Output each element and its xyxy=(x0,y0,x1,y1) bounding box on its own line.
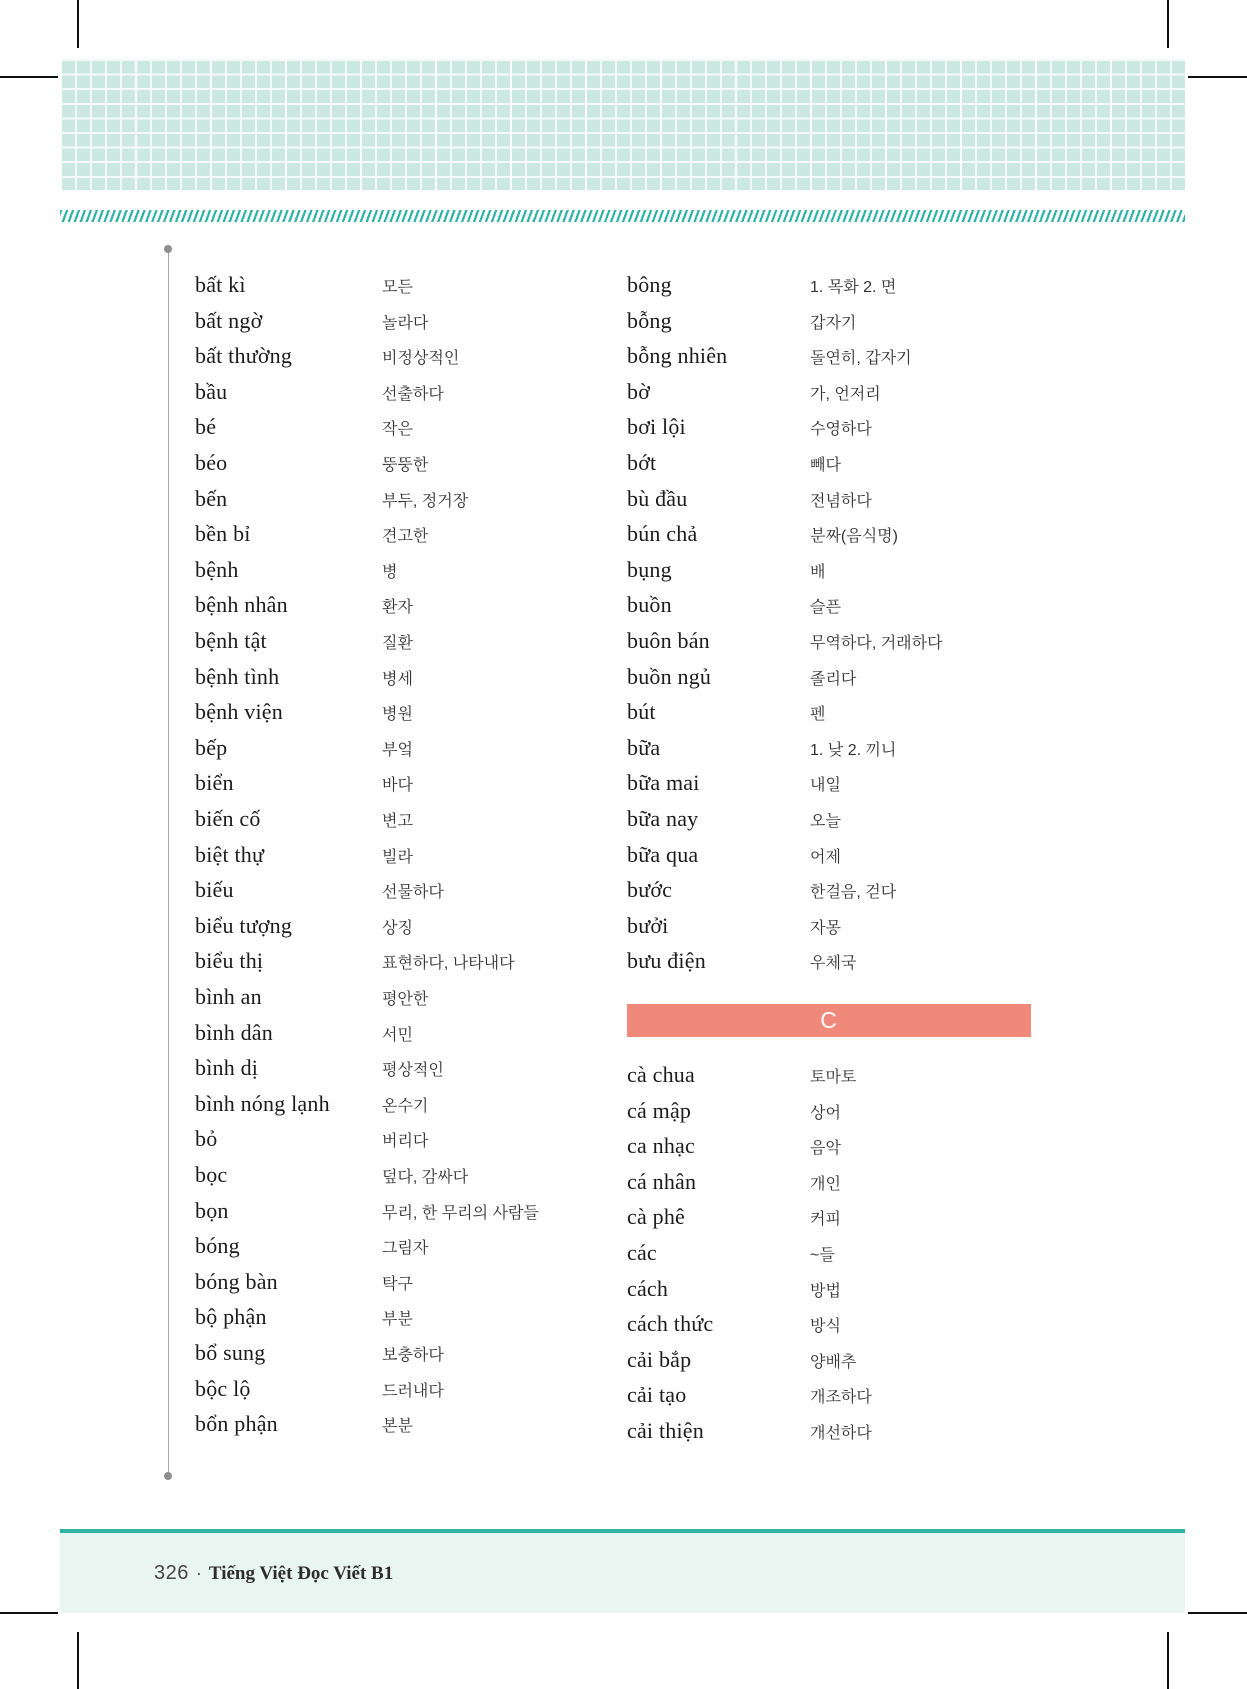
vocab-row xyxy=(195,409,413,445)
vocab-row xyxy=(195,1371,444,1407)
rule-dot-bottom xyxy=(164,1472,172,1480)
footer-text xyxy=(154,1560,393,1586)
vocab-row xyxy=(627,730,896,766)
vietnamese-word: bút xyxy=(627,699,656,725)
vocab-row xyxy=(195,267,413,303)
vietnamese-word: buôn bán xyxy=(627,628,710,653)
vocab-row xyxy=(627,801,841,837)
vocab-row xyxy=(627,1413,872,1449)
korean-meaning: 분짜(음식명) xyxy=(810,528,898,546)
korean-meaning: 작은 xyxy=(382,421,413,439)
footer-separator: · xyxy=(195,1563,202,1583)
korean-meaning: 병세 xyxy=(382,670,413,688)
korean-meaning: 수영하다 xyxy=(810,421,872,439)
vocab-row xyxy=(195,338,459,374)
korean-meaning: 비정상적인 xyxy=(382,350,460,368)
vocab-row xyxy=(627,765,841,801)
vietnamese-word: bỗng xyxy=(627,307,672,333)
vocab-row xyxy=(195,303,428,339)
decorative-grid-banner xyxy=(60,59,1185,190)
vietnamese-word: bờ xyxy=(627,378,651,404)
korean-meaning: 개선하다 xyxy=(810,1425,872,1442)
korean-meaning: 방법 xyxy=(810,1282,841,1300)
vietnamese-word: buồn xyxy=(627,592,672,618)
korean-meaning: 상징 xyxy=(382,919,413,937)
vietnamese-word: bất ngờ xyxy=(195,307,263,333)
vietnamese-word: bữa qua xyxy=(627,841,699,867)
korean-meaning: 우체국 xyxy=(810,955,857,973)
vietnamese-word: bông xyxy=(627,272,672,297)
vocab-row xyxy=(627,552,825,588)
korean-meaning: 전념하다 xyxy=(810,492,872,510)
vietnamese-word: bọc xyxy=(195,1162,228,1187)
vocab-row xyxy=(627,623,943,659)
vocab-row xyxy=(195,623,413,659)
vietnamese-word: bé xyxy=(195,414,217,440)
vietnamese-word: bụng xyxy=(627,556,672,582)
vietnamese-word: bệnh tình xyxy=(195,663,280,689)
crop-mark-bottom-right-horizontal xyxy=(1188,1612,1247,1614)
korean-meaning: 변고 xyxy=(382,813,413,830)
vietnamese-word: bóng bàn xyxy=(195,1268,278,1294)
vocab-row xyxy=(627,267,896,303)
vocab-row xyxy=(627,303,856,339)
crop-mark-top-right-horizontal xyxy=(1188,76,1247,78)
vietnamese-word: bưởi xyxy=(627,912,669,938)
vietnamese-word: cách thức xyxy=(627,1311,714,1337)
korean-meaning: 탁구 xyxy=(382,1275,413,1293)
vietnamese-word: bếp xyxy=(195,734,228,760)
vietnamese-word: các xyxy=(627,1240,657,1265)
section-header-c xyxy=(627,1004,1031,1037)
korean-meaning: 바다 xyxy=(382,777,413,795)
vocab-row xyxy=(195,801,413,837)
korean-meaning: 빼다 xyxy=(810,457,841,474)
vocab-row xyxy=(195,872,444,908)
vietnamese-word: bỏ xyxy=(195,1126,218,1152)
content-rule xyxy=(168,252,169,1476)
vietnamese-word: bún chả xyxy=(627,521,698,547)
vietnamese-word: bệnh tật xyxy=(195,628,267,653)
vietnamese-word: cách xyxy=(627,1275,669,1301)
korean-meaning: 부두, 정거장 xyxy=(382,492,469,510)
section-header-label: C xyxy=(820,1007,838,1033)
vocab-row xyxy=(627,481,872,517)
korean-meaning: 내일 xyxy=(810,777,841,795)
korean-meaning: 선물하다 xyxy=(382,884,444,902)
korean-meaning: 무역하다, 거래하다 xyxy=(810,635,943,652)
vocab-row xyxy=(627,1271,841,1307)
vietnamese-word: bình dị xyxy=(195,1055,259,1081)
vietnamese-word: biến cố xyxy=(195,806,261,831)
vietnamese-word: buồn ngủ xyxy=(627,663,712,689)
vietnamese-word: biểu thị xyxy=(195,948,264,974)
korean-meaning: 자몽 xyxy=(810,919,841,937)
page-number: 326 xyxy=(154,1562,189,1584)
korean-meaning: 빌라 xyxy=(382,848,413,866)
vietnamese-word: bổn phận xyxy=(195,1411,278,1437)
korean-meaning: 개인 xyxy=(810,1175,841,1193)
vietnamese-word: bình an xyxy=(195,984,262,1009)
vietnamese-word: cá mập xyxy=(627,1097,692,1123)
korean-meaning: 어제 xyxy=(810,848,841,866)
vietnamese-word: bình nóng lạnh xyxy=(195,1090,330,1116)
vocab-row xyxy=(627,872,896,908)
vocab-row xyxy=(627,1306,841,1342)
vocab-row xyxy=(195,1406,413,1442)
crop-mark-top-right-vertical xyxy=(1167,0,1169,48)
vocab-row xyxy=(627,1377,872,1413)
crop-mark-top-left-vertical xyxy=(77,0,79,48)
korean-meaning: 선출하다 xyxy=(382,385,444,403)
korean-meaning: 병원 xyxy=(382,706,413,724)
vietnamese-word: bệnh viện xyxy=(195,699,283,725)
vocab-row xyxy=(627,1342,856,1378)
vocab-row xyxy=(627,1164,841,1200)
vietnamese-word: cà chua xyxy=(627,1062,695,1087)
vietnamese-word: bữa xyxy=(627,734,661,760)
korean-meaning: 견고한 xyxy=(382,528,429,546)
korean-meaning: 방식 xyxy=(810,1318,841,1336)
vocab-row xyxy=(627,694,825,730)
vietnamese-word: bệnh xyxy=(195,556,239,582)
korean-meaning: 양배추 xyxy=(810,1353,857,1371)
vietnamese-word: bóng xyxy=(195,1233,240,1259)
vocab-row xyxy=(627,409,872,445)
korean-meaning: 병 xyxy=(382,563,398,581)
vietnamese-word: bọn xyxy=(195,1197,229,1223)
vocab-row xyxy=(627,659,856,695)
vocab-row xyxy=(195,837,413,873)
vietnamese-word: biểu tượng xyxy=(195,912,293,938)
korean-meaning: 드러내다 xyxy=(382,1382,444,1400)
korean-meaning: 온수기 xyxy=(382,1097,429,1115)
vocab-row xyxy=(627,1199,841,1235)
vocab-row xyxy=(627,445,841,481)
vietnamese-word: bổ sung xyxy=(195,1340,266,1365)
crop-mark-bottom-right-vertical xyxy=(1167,1632,1169,1689)
korean-meaning: 가, 언저리 xyxy=(810,385,881,403)
vietnamese-word: bữa nay xyxy=(627,806,699,831)
korean-meaning: 개조하다 xyxy=(810,1389,872,1407)
korean-meaning: 평상적인 xyxy=(382,1062,444,1080)
vocab-row xyxy=(195,1086,428,1122)
vietnamese-word: bước xyxy=(627,877,673,903)
korean-meaning: 표현하다, 나타내다 xyxy=(382,955,515,973)
vocab-row xyxy=(195,979,428,1015)
korean-meaning: 배 xyxy=(810,563,826,581)
vietnamese-word: bộc lộ xyxy=(195,1375,251,1401)
vocab-row xyxy=(627,943,856,979)
book-title: Tiếng Việt Đọc Viết B1 xyxy=(208,1563,394,1584)
vietnamese-word: ca nhạc xyxy=(627,1133,695,1159)
vocab-row xyxy=(195,694,413,730)
korean-meaning: 펜 xyxy=(810,706,826,724)
vietnamese-word: biển xyxy=(195,770,234,796)
vocab-row xyxy=(195,374,444,410)
vietnamese-word: biếu xyxy=(195,877,234,903)
vocab-row xyxy=(627,587,841,623)
vocab-row xyxy=(627,908,841,944)
vocab-row xyxy=(195,552,397,588)
vocab-row xyxy=(627,1128,841,1164)
korean-meaning: 1. 목화 2. 면 xyxy=(810,279,897,296)
vocab-row xyxy=(195,943,515,979)
korean-meaning: 평안한 xyxy=(382,991,429,1008)
korean-meaning: 그림자 xyxy=(382,1240,429,1258)
vocab-row xyxy=(195,765,413,801)
vocab-row xyxy=(195,1157,468,1193)
vocab-row xyxy=(195,1193,539,1229)
vocab-row xyxy=(195,1228,428,1264)
vocab-row xyxy=(195,481,468,517)
vocab-row xyxy=(627,1093,841,1129)
korean-meaning: 서민 xyxy=(382,1026,413,1044)
vocab-row xyxy=(195,1015,413,1051)
korean-meaning: 뚱뚱한 xyxy=(382,457,429,474)
korean-meaning: 무리, 한 무리의 사람들 xyxy=(382,1204,539,1222)
vocab-row xyxy=(627,338,912,374)
vocab-row xyxy=(195,659,413,695)
vocab-row xyxy=(627,837,841,873)
korean-meaning: ~들 xyxy=(810,1247,835,1264)
vietnamese-word: cá nhân xyxy=(627,1168,697,1194)
vietnamese-word: bệnh nhân xyxy=(195,592,288,618)
korean-meaning: 놀라다 xyxy=(382,314,429,332)
vocab-row xyxy=(195,445,428,481)
vocab-row xyxy=(627,1235,835,1271)
korean-meaning: 질환 xyxy=(382,635,413,652)
vietnamese-word: cải thiện xyxy=(627,1418,704,1443)
korean-meaning: 토마토 xyxy=(810,1069,857,1086)
korean-meaning: 모든 xyxy=(382,279,413,296)
vocab-row xyxy=(195,1121,428,1157)
vocab-row xyxy=(195,1050,444,1086)
korean-meaning: 오늘 xyxy=(810,813,841,830)
vocab-row xyxy=(627,374,881,410)
korean-meaning: 부엌 xyxy=(382,741,413,759)
vocab-row xyxy=(195,587,413,623)
vietnamese-word: bình dân xyxy=(195,1019,273,1045)
vietnamese-word: cải bắp xyxy=(627,1346,692,1372)
vietnamese-word: cà phê xyxy=(627,1204,685,1230)
vocab-row xyxy=(195,1299,413,1335)
korean-meaning: 음악 xyxy=(810,1140,841,1158)
vietnamese-word: bất thường xyxy=(195,343,293,369)
vietnamese-word: bầu xyxy=(195,378,228,404)
crop-mark-bottom-left-horizontal xyxy=(0,1612,58,1614)
korean-meaning: 졸리다 xyxy=(810,670,857,688)
vietnamese-word: bù đầu xyxy=(627,485,688,511)
korean-meaning: 커피 xyxy=(810,1211,841,1229)
vietnamese-word: bơi lội xyxy=(627,414,686,440)
vocab-row xyxy=(195,908,413,944)
korean-meaning: 환자 xyxy=(382,599,413,617)
korean-meaning: 보충하다 xyxy=(382,1347,444,1364)
korean-meaning: 1. 낮 2. 끼니 xyxy=(810,741,897,759)
vietnamese-word: bền bỉ xyxy=(195,521,251,547)
vietnamese-word: bộ phận xyxy=(195,1304,267,1330)
korean-meaning: 슬픈 xyxy=(810,599,841,617)
vietnamese-word: bưu điện xyxy=(627,948,706,974)
korean-meaning: 덮다, 감싸다 xyxy=(382,1169,469,1186)
vietnamese-word: bữa mai xyxy=(627,770,700,796)
vietnamese-word: bớt xyxy=(627,450,657,475)
vietnamese-word: bất kì xyxy=(195,272,246,297)
vocab-row xyxy=(627,516,898,552)
vocab-row xyxy=(195,1335,444,1371)
korean-meaning: 돌연히, 갑자기 xyxy=(810,350,912,368)
vietnamese-word: cải tạo xyxy=(627,1382,687,1408)
vietnamese-word: bến xyxy=(195,485,228,511)
crop-mark-bottom-left-vertical xyxy=(77,1632,79,1689)
korean-meaning: 갑자기 xyxy=(810,314,857,332)
vocab-row xyxy=(195,516,428,552)
korean-meaning: 부분 xyxy=(382,1311,413,1329)
vietnamese-word: béo xyxy=(195,450,228,475)
vocab-row xyxy=(195,730,413,766)
vocab-row xyxy=(627,1057,856,1093)
crop-mark-top-left-horizontal xyxy=(0,76,58,78)
korean-meaning: 본분 xyxy=(382,1418,413,1436)
vocab-row xyxy=(195,1264,413,1300)
korean-meaning: 상어 xyxy=(810,1104,841,1122)
vietnamese-word: bỗng nhiên xyxy=(627,343,728,369)
vietnamese-word: biệt thự xyxy=(195,841,265,867)
rule-dot-top xyxy=(164,245,172,253)
korean-meaning: 한걸음, 걷다 xyxy=(810,884,897,902)
hatched-divider xyxy=(60,210,1185,222)
korean-meaning: 버리다 xyxy=(382,1133,429,1151)
